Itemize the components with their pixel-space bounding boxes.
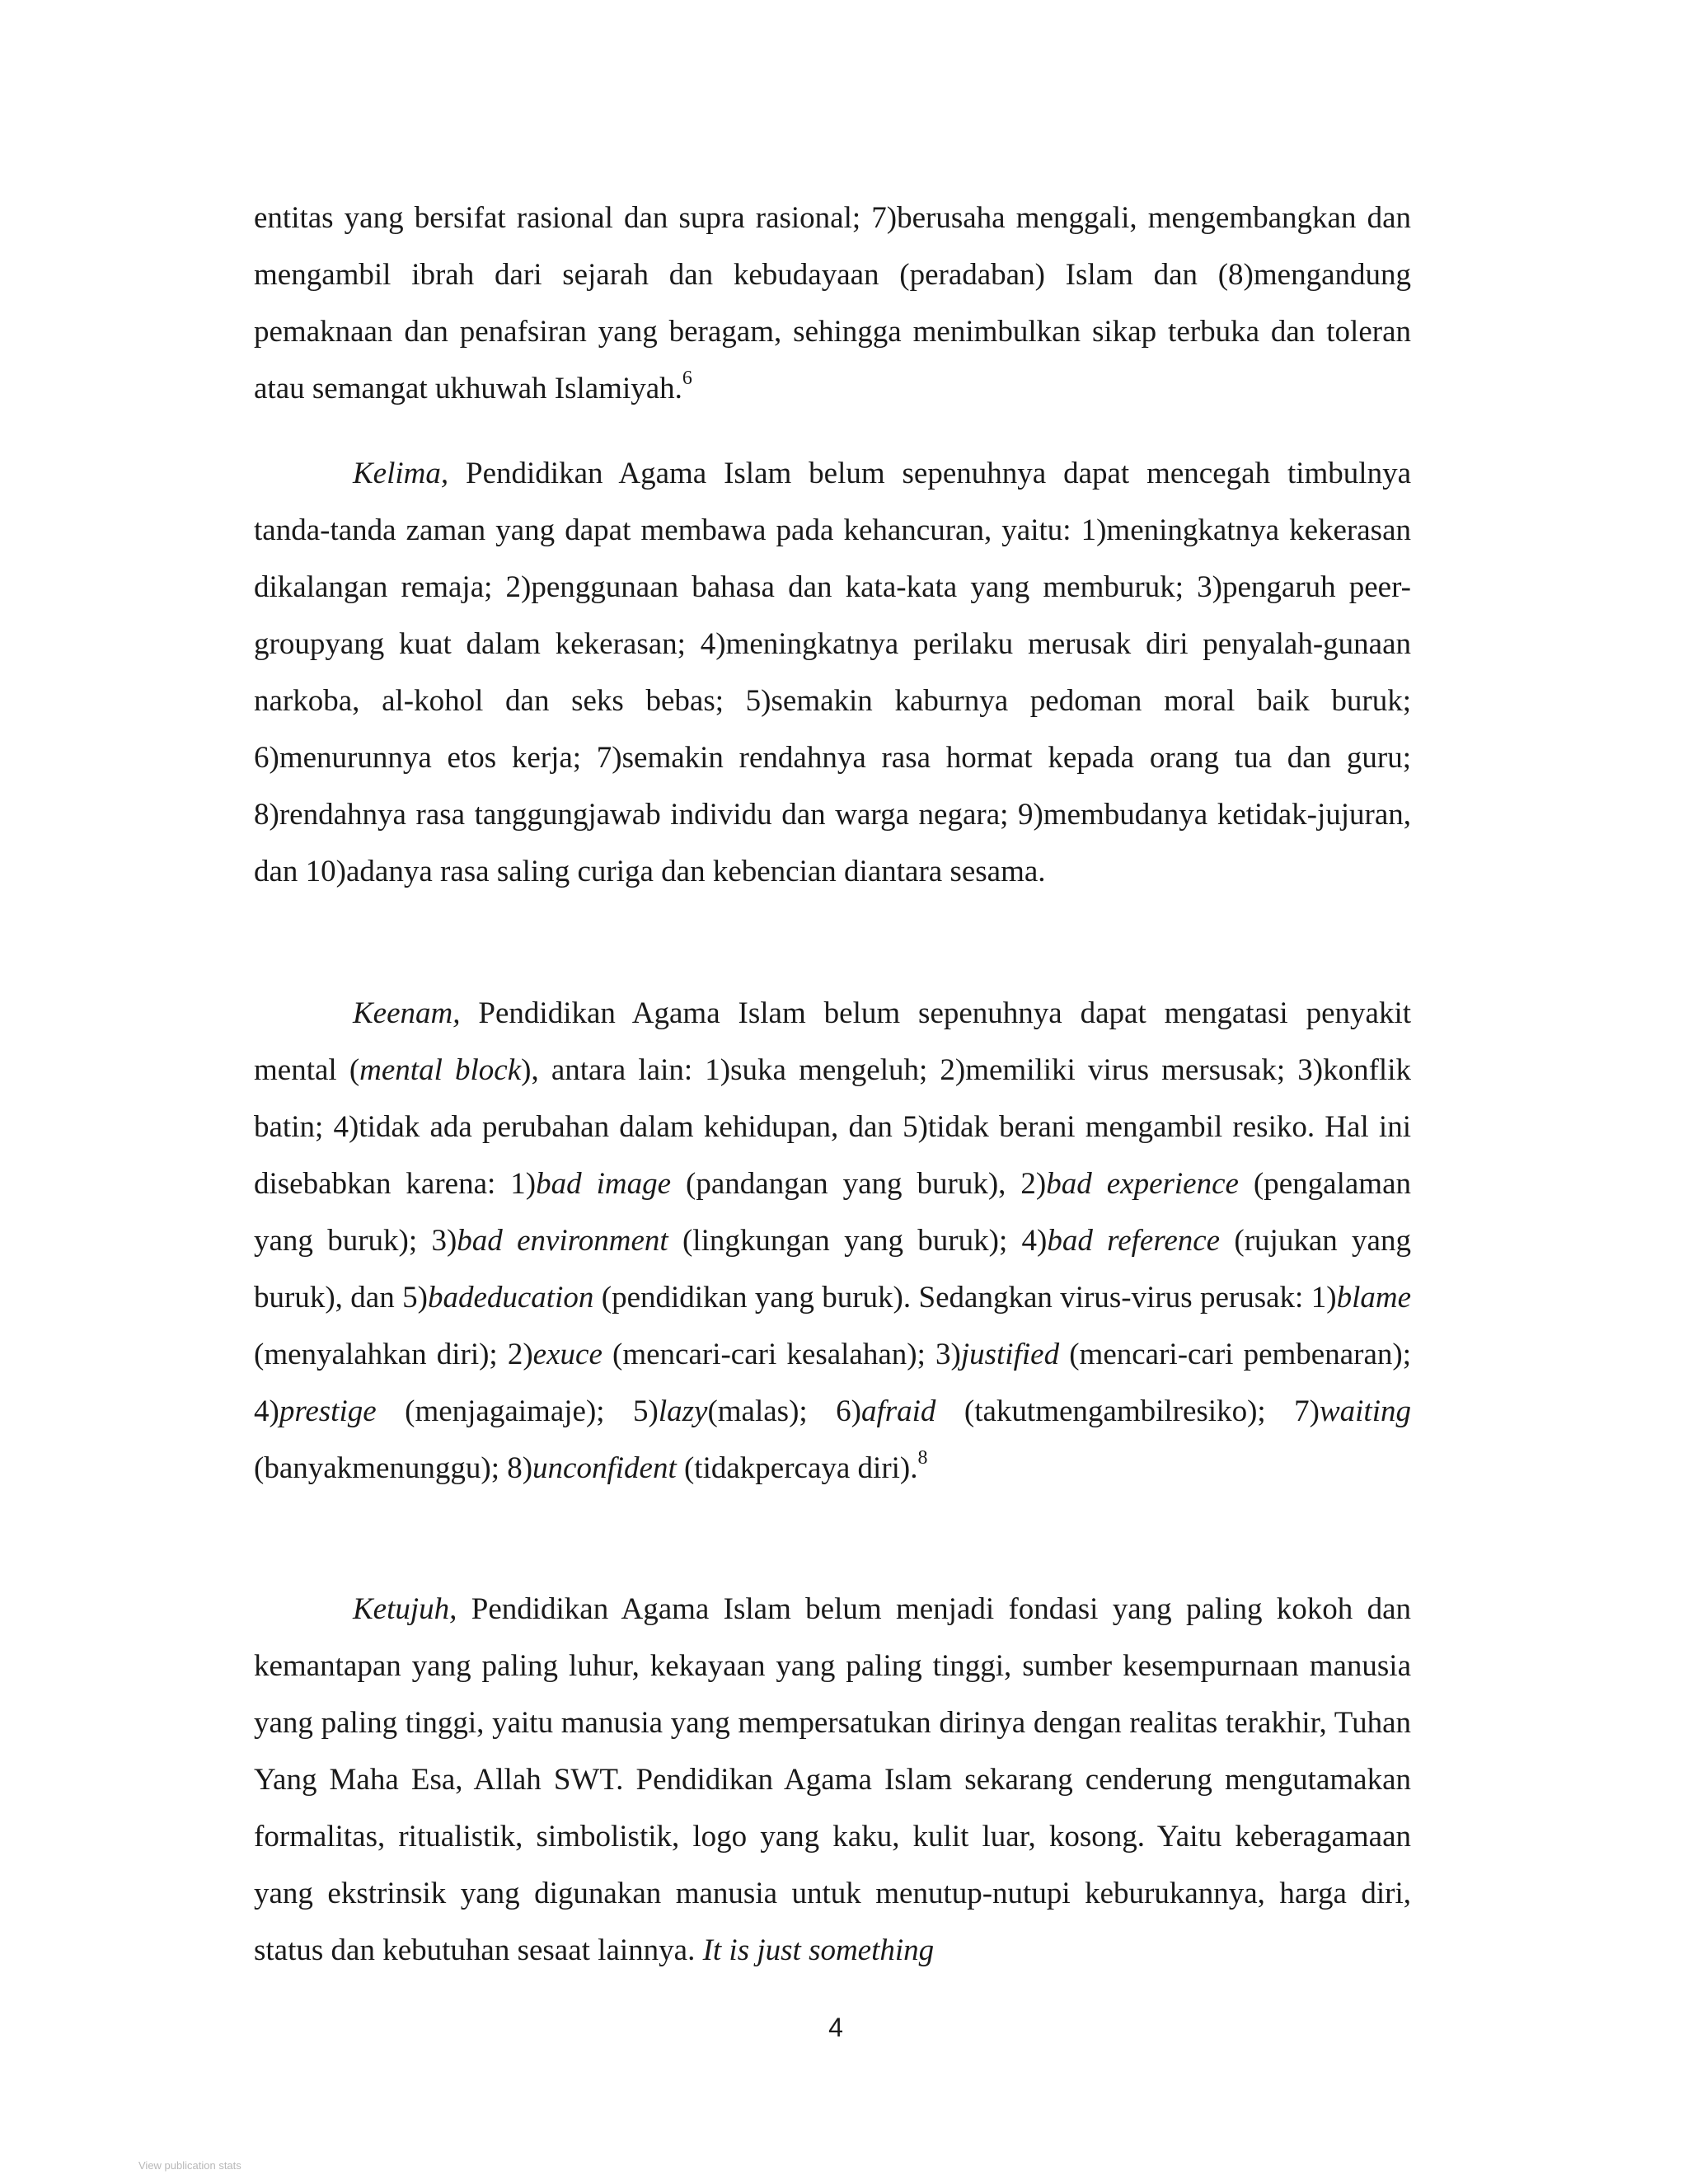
- italic-term: prestige: [279, 1394, 377, 1428]
- paragraph-text: Pendidikan Agama Islam belum sepenuhnya dapat mencegah timbulnya tanda-tanda zaman yang dapat membawa pada kehancuran, yaitu: 1)meningkatnya kekerasan dikalangan remaja; 2)penggunaan bahasa dan kata-kata yang memburuk; 3)pengaruh peer-groupyang kuat dalam kekerasan; 4)meningkatnya perilaku merusak diri penyalah-gunaan narkoba, al-kohol dan seks bebas; 5)semakin kaburnya pedoman moral baik buruk; 6)menurunnya etos kerja; 7)semakin rendahnya rasa hormat kepada orang tua dan guru; 8)rendahnya rasa tanggungjawab individu dan warga negara; 9)membudanya ketidak-jujuran, dan 10)adanya rasa saling curiga dan kebencian diantara sesama.: [254, 457, 1411, 888]
- italic-term: mental block: [359, 1053, 522, 1087]
- paragraph-lead: Kelima,: [353, 457, 449, 490]
- text-run: (takutmengambilresiko); 7): [935, 1394, 1320, 1428]
- text-run: (mencari-cari pembenaran); 4): [254, 1338, 1411, 1428]
- paragraph-kelima: [254, 445, 1411, 900]
- text-run: (banyakmenunggu); 8): [254, 1451, 533, 1485]
- paragraph-text: Pendidikan Agama Islam belum menjadi fondasi yang paling kokoh dan kemantapan yang paling luhur, kekayaan yang paling tinggi, sumber kesempurnaan manusia yang paling tinggi, yaitu manusia yang mempersatukan dirinya dengan realitas terakhir, Tuhan Yang Maha Esa, Allah SWT. Pendidikan Agama Islam sekarang cenderung mengutamakan formalitas, ritualistik, simbolistik, logo yang kaku, kulit luar, kosong. Yaitu keberagamaan yang ekstrinsik yang digunakan manusia untuk menutup-nutupi keburukannya, harga diri, status dan kebutuhan sesaat lainnya.: [254, 1592, 1411, 1967]
- paragraph-continuation: [254, 190, 1411, 417]
- text-run: (menjagaimaje); 5): [376, 1394, 659, 1428]
- text-run: (tidakpercaya diri).: [676, 1451, 918, 1485]
- italic-term: unconfident: [532, 1451, 677, 1485]
- text-run: Pendidikan Agama Islam belum sepenuhnya dapat mengatasi penyakit mental (: [254, 996, 1411, 1087]
- italic-term: afraid: [860, 1394, 936, 1428]
- text-run: (pendidikan yang buruk). Sedangkan virus-virus perusak: 1): [593, 1281, 1337, 1315]
- italic-term: waiting: [1319, 1394, 1411, 1428]
- text-run: (rujukan yang buruk), dan 5): [254, 1224, 1411, 1315]
- publication-stats-link[interactable]: View publication stats: [138, 2159, 241, 2172]
- italic-term: bad experience: [1046, 1167, 1239, 1201]
- italic-term: justified: [960, 1338, 1060, 1371]
- text-run: (pengalaman yang buruk); 3): [254, 1167, 1411, 1258]
- paragraph-ketujuh: [254, 1581, 1411, 1979]
- text-run: (pandangan yang buruk), 2): [671, 1167, 1047, 1201]
- text-run: ), antara lain: 1)suka mengeluh; 2)memiliki virus mersusak; 3)konflik batin; 4)tidak ada perubahan dalam kehidupan, dan 5)tidak berani mengambil resiko. Hal ini disebabkan karena: 1): [254, 1053, 1411, 1201]
- italic-term: bad image: [536, 1167, 672, 1201]
- italic-tail: It is just something: [702, 1933, 935, 1967]
- italic-term: badeducation: [427, 1281, 594, 1315]
- paragraph-text: entitas yang bersifat rasional dan supra rasional; 7)berusaha menggali, mengembangkan dan mengambil ibrah dari sejarah dan kebudayaan (peradaban) Islam dan (8)mengandung pemaknaan dan penafsiran yang beragam, sehingga menimbulkan sikap terbuka dan toleran atau semangat ukhuwah Islamiyah.: [254, 201, 1411, 405]
- text-run: (malas); 6): [707, 1394, 861, 1428]
- paragraph-keenam: [254, 985, 1411, 1497]
- italic-term: exuce: [532, 1338, 603, 1371]
- italic-term: blame: [1336, 1281, 1412, 1315]
- text-run: (menyalahkan diri); 2): [254, 1338, 533, 1371]
- italic-term: lazy: [658, 1394, 708, 1428]
- paragraph-lead: Keenam,: [353, 996, 461, 1030]
- paragraph-lead: Ketujuh,: [353, 1592, 457, 1626]
- footnote-ref[interactable]: 6: [682, 367, 692, 389]
- text-run: (lingkungan yang buruk); 4): [668, 1224, 1048, 1258]
- italic-term: bad reference: [1047, 1224, 1221, 1258]
- footnote-ref[interactable]: 8: [917, 1446, 928, 1469]
- page-number: 4: [828, 2013, 843, 2042]
- italic-term: bad environment: [457, 1224, 668, 1258]
- text-run: (mencari-cari kesalahan); 3): [602, 1338, 961, 1371]
